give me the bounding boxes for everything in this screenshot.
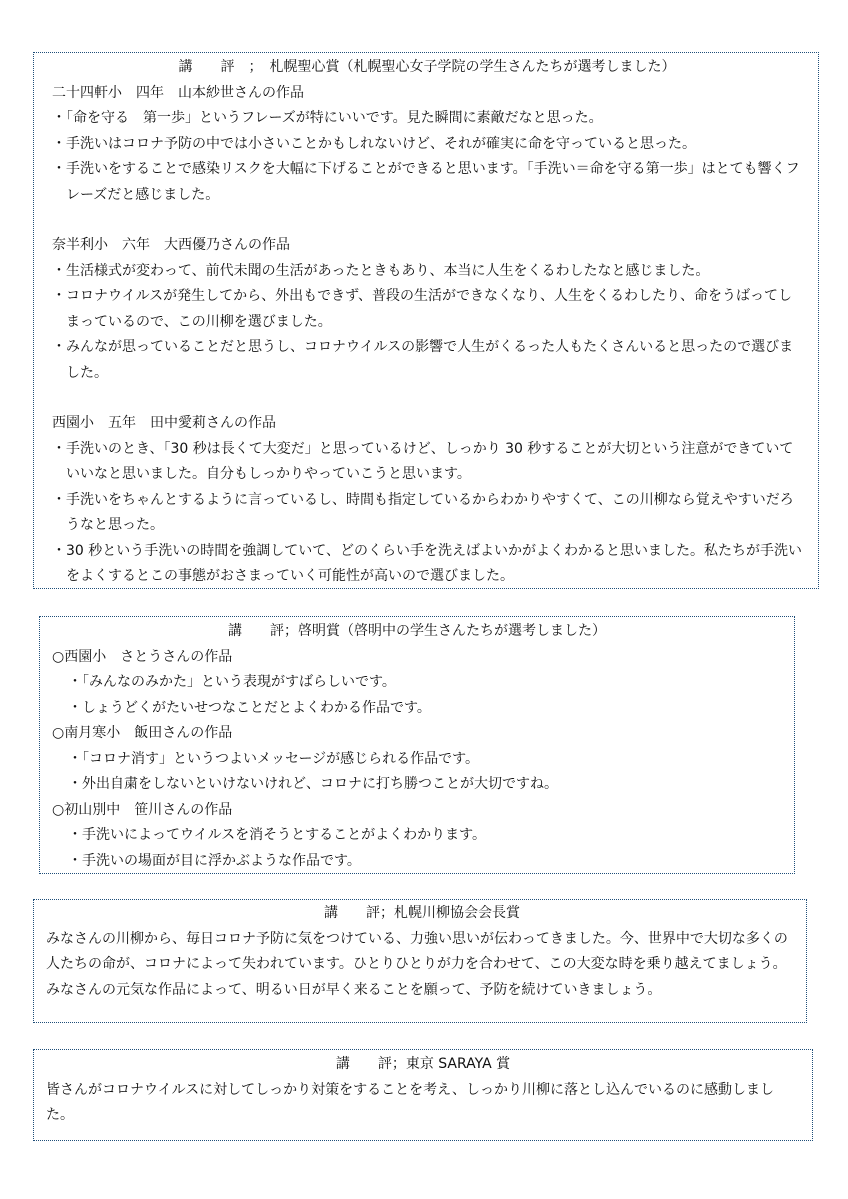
tokyo-saraya-award-section xyxy=(33,1049,813,1141)
section-header: 講 評；啓明賞（啓明中の学生さんたちが選考しました） xyxy=(228,623,606,639)
work-title: 奈半利小 六年 大西優乃さんの作品 xyxy=(52,237,290,253)
section-body: 皆さんがコロナウイルスに対してしっかり対策をすることを考え、しっかり川柳に落とし込んでいるのに感動しました。 xyxy=(46,1081,774,1123)
sapporo-seishin-award-section xyxy=(33,52,819,589)
comment: ・コロナウイルスが発生してから、外出もできず、普段の生活ができなくなり、人生をくるわしたり、命をうばってしまっているので、この川柳を選びました。 xyxy=(52,288,793,330)
comment: ・「みんなのみかた」という表現がすばらしいです。 xyxy=(68,674,396,690)
work-title: ○初山別中 笹川さんの作品 xyxy=(52,801,233,818)
keimei-award-section xyxy=(39,616,795,874)
comment: ・手洗いをすることで感染リスクを大幅に下げることができると思います。「手洗い＝命を守る第一歩」はとても響くフレーズだと感じました。 xyxy=(52,161,800,203)
comment: ・「コロナ消す」というつよいメッセージが感じられる作品です。 xyxy=(68,750,480,767)
comment: ・手洗いをちゃんとするように言っているし、時間も指定しているからわかりやすくて、この川柳なら覚えやすいだろうなと思った。 xyxy=(52,491,794,533)
section-header: 講 評；東京 SARAYA 賞 xyxy=(335,1056,511,1072)
section-header: 講 評；札幌川柳協会会長賞 xyxy=(324,905,520,921)
comment: ・「命を守る 第一歩」というフレーズが特にいいです。見た瞬間に素敵だなと思った。 xyxy=(52,110,603,126)
sapporo-senryu-association-award-section xyxy=(33,899,807,1023)
work-title: ○南月寒小 飯田さんの作品 xyxy=(52,725,233,741)
comment: ・手洗いによってウイルスを消そうとすることがよくわかります。 xyxy=(68,827,487,843)
comment: ・手洗いの場面が目に浮かぶような作品です。 xyxy=(68,852,361,869)
section-header: 講 評 ； 札幌聖心賞（札幌聖心女子学院の学生さんたちが選考しました） xyxy=(178,59,676,75)
work-title: ○西園小 さとうさんの作品 xyxy=(52,648,233,665)
comment: ・30 秒という手洗いの時間を強調していて、どのくらい手を洗えばよいかがよくわかると思いました。私たちが手洗いをよくするとこの事態がおさまっていく可能性が高いので選びました。 xyxy=(52,542,802,584)
comment: ・みんなが思っていることだと思うし、コロナウイルスの影響で人生がくるった人もたくさんいると思ったので選びました。 xyxy=(52,339,794,381)
work-title: 西園小 五年 田中愛莉さんの作品 xyxy=(52,415,276,431)
section-body: みなさんの川柳から、毎日コロナ予防に気をつけている、力強い思いが伝わってきました。今、世界中で大切な多くの人たちの命が、コロナによって失われています。ひとりひとりが力を合わせて、この大変な時を乗り越えてましょう。みなさんの元気な作品によって、明るい日が早く来ることを願って、予防を続けていきましょう。 xyxy=(46,930,788,998)
work-title: 二十四軒小 四年 山本紗世さんの作品 xyxy=(52,84,304,101)
comment: ・しょうどくがたいせつなことだとよくわかる作品です。 xyxy=(68,699,431,716)
comment: ・手洗いのとき、「30 秒は長くて大変だ」と思っているけど、しっかり 30 秒することが大切という注意ができていていいなと思いました。自分もしっかりやっていこうと思います。 xyxy=(52,440,794,482)
comment: ・生活様式が変わって、前代未聞の生活があったときもあり、本当に人生をくるわしたなと感じました。 xyxy=(52,262,710,279)
comment: ・手洗いはコロナ予防の中では小さいことかもしれないけど、それが確実に命を守っていると思った。 xyxy=(52,135,696,152)
comment: ・外出自粛をしないといけないけれど、コロナに打ち勝つことが大切ですね。 xyxy=(68,776,558,792)
